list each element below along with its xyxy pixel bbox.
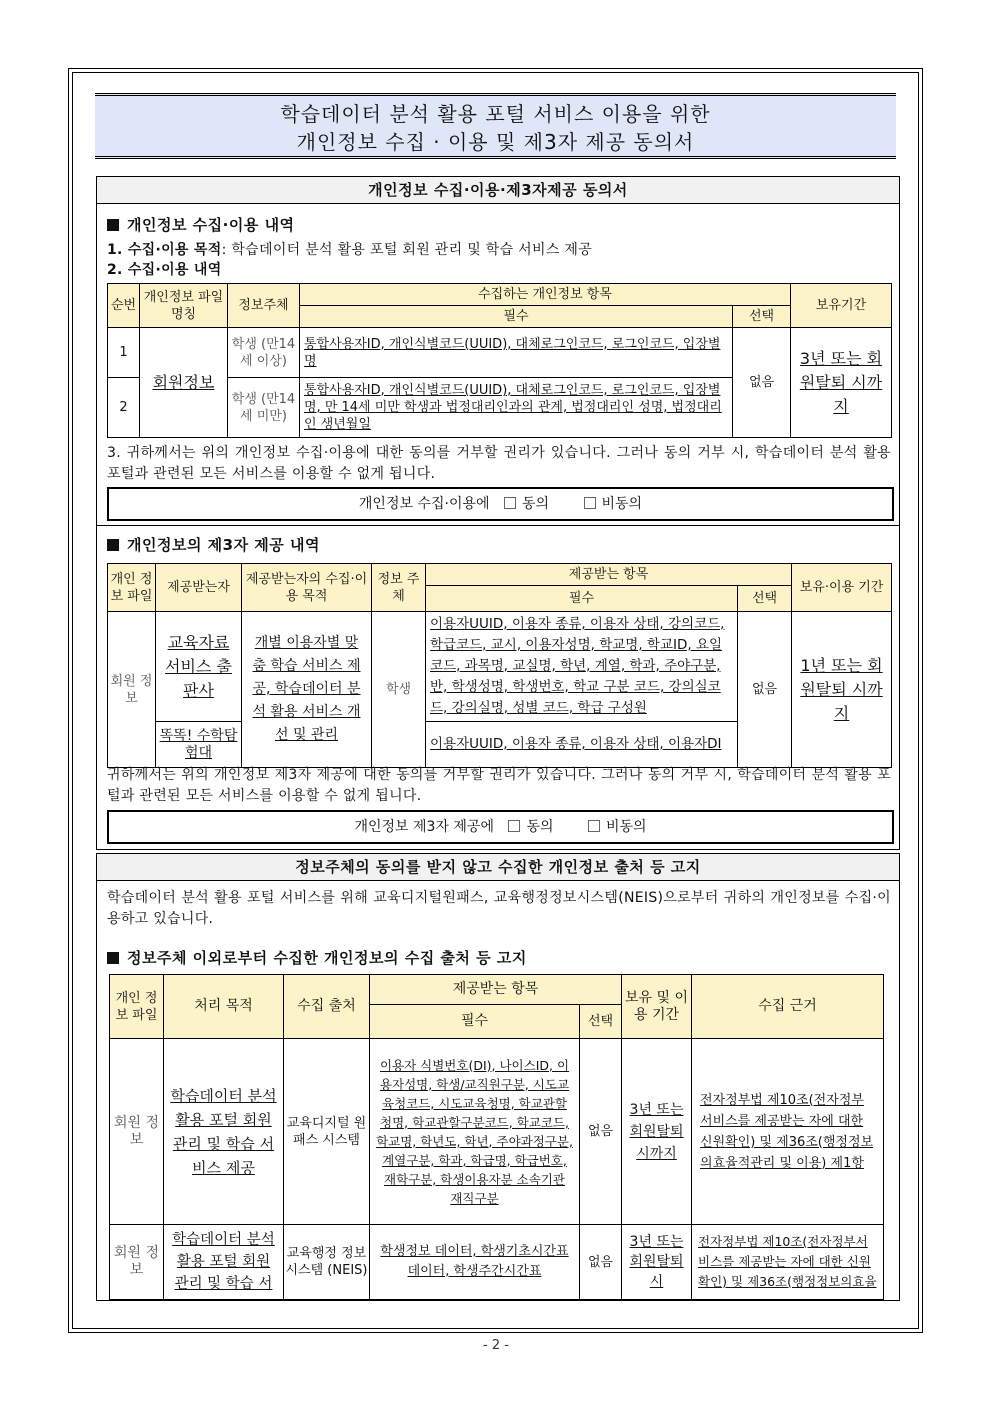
title-line-2: 개인정보 수집 · 이용 및 제3자 제공 동의서 [296, 130, 695, 154]
retention-period: 3년 또는 회원탈퇴시까지 [622, 1039, 692, 1225]
row-subject: 학생 (만14세 미만) [228, 378, 300, 438]
optional-value: 없음 [580, 1039, 622, 1225]
col-period: 보유 및 이용 기간 [622, 975, 692, 1039]
col-file: 개인 정보 파일 [108, 564, 156, 612]
table-row [110, 1225, 884, 1300]
source-intro: 학습데이터 분석 활용 포털 서비스를 위해 교육디지털원패스, 교육행정정보시스템(NEIS)으로부터 귀하의 개인정보를 수집·이용하고 있습니다. [107, 890, 891, 927]
col-items: 수집하는 개인정보 항목 [300, 284, 791, 306]
recipient-publisher: 교육자료 서비스 출판사 [156, 612, 242, 722]
file-name: 회원정보 [140, 328, 228, 438]
square-bullet-icon [107, 539, 119, 551]
agree-checkbox[interactable] [504, 497, 516, 509]
col-purpose: 처리 목적 [164, 975, 284, 1039]
col-file: 개인정보 파일명칭 [140, 284, 228, 328]
consent-box-collection: 개인정보 수집·이용에 동의 비동의 [107, 487, 894, 521]
col-optional: 선택 [733, 306, 791, 328]
col-optional: 선택 [580, 1005, 622, 1039]
items-label: 2. 수집·이용 내역 [107, 262, 222, 278]
collection-source: 교육행정 정보시스템 (NEIS) [284, 1225, 370, 1300]
col-items: 제공받는 항목 [370, 975, 622, 1005]
optional-value: 없음 [738, 612, 792, 768]
required-items: 학생정보 데이터, 학생기초시간표 데이터, 학생주간시간표 [370, 1225, 580, 1300]
retention-period: 3년 또는 회원탈퇴시 [622, 1225, 692, 1300]
row-required: 통합사용자ID, 개인식별코드(UUID), 대체로그인코드, 로그인코드, 입장별명, 만 14세 미만 학생과 법정대리인과의 관계, 법정대리인 성명, 법정대리인 생년월일 [300, 378, 733, 438]
sub-heading-collection: 개인정보 수집·이용 내역 [107, 214, 295, 235]
document-title [95, 93, 896, 159]
collection-table [107, 283, 892, 438]
col-subject: 정보주체 [228, 284, 300, 328]
file-name: 회원 정보 [110, 1039, 164, 1225]
section-third-party [96, 525, 900, 850]
col-source: 수집 출처 [284, 975, 370, 1039]
col-items: 제공받는 항목 [426, 564, 792, 586]
collection-source: 교육디지털 원패스 시스템 [284, 1039, 370, 1225]
table-row [108, 612, 892, 722]
section-collection-consent [96, 176, 900, 526]
col-file: 개인 정보 파일 [110, 975, 164, 1039]
recipient-purpose: 개별 이용자별 맞춤 학습 서비스 제공, 학습데이터 분석 활용 서비스 개선 및 관리 [242, 612, 372, 768]
section-header: 개인정보 수집·이용·제3자제공 동의서 [97, 177, 899, 204]
table-row [108, 328, 892, 378]
title-line-1: 학습데이터 분석 활용 포털 서비스 이용을 위한 [280, 102, 711, 126]
section-source-notice [96, 853, 900, 1301]
optional-value: 없음 [733, 328, 791, 438]
required-items-publisher: 이용자UUID, 이용자 종류, 이용자 상태, 강의코드, 학급코드, 교시, 이용자성명, 학교명, 학교ID, 요일코드, 과목명, 교실명, 학년, 계열, 학과, 주야구분, 반, 학생성명, 학생번호, 학교 구분 코드, 강의실코드, 강의실명, 성별 코드, 학급 구성원 [426, 612, 738, 722]
disagree-checkbox[interactable] [588, 820, 600, 832]
square-bullet-icon [107, 952, 119, 964]
purpose-line: 1. 수집·이용 목적: 학습데이터 분석 활용 포털 회원 관리 및 학습 서비스 제공 [107, 242, 593, 258]
col-subject: 정보 주체 [372, 564, 426, 612]
legal-basis: 전자정부법 제10조(전자정부서비스를 제공받는 자에 대한 신원확인) 및 제36조(행정정보의효율 [692, 1225, 884, 1300]
row-no: 2 [108, 378, 140, 438]
refusal-notice: 3. 귀하께서는 위의 개인정보 수집·이용에 대한 동의를 거부할 권리가 있습니다. 그러나 동의 거부 시, 학습데이터 분석 활용 포털과 관련된 모든 서비스를 이용할 수 없게 됩니다. [107, 445, 891, 482]
processing-purpose: 학습데이터 분석 활용 포털 회원 관리 및 학습 서비스 제공 [164, 1039, 284, 1225]
consent-box-third-party: 개인정보 제3자 제공에 동의 비동의 [107, 810, 894, 844]
retention-period: 1년 또는 회원탈퇴 시까지 [792, 612, 892, 768]
page-number: - 2 - [483, 1338, 509, 1353]
row-no: 1 [108, 328, 140, 378]
col-period: 보유·이용 기간 [792, 564, 892, 612]
col-required: 필수 [370, 1005, 580, 1039]
processing-purpose: 학습데이터 분석 활용 포털 회원 관리 및 학습 서 [164, 1225, 284, 1300]
retention-period: 3년 또는 회원탈퇴 시까지 [791, 328, 892, 438]
required-items: 이용자 식별번호(DI), 나이스ID, 이용자성명, 학생/교직원구분, 시도교육청코드, 시도교육청명, 학교관할청명, 학교관할구분코드, 학교코드, 학교명, 학년도, 학년, 주야과정구분, 계열구분, 학과, 학급명, 학급번호, 재학구분, 학생이용자분 소속기관 재직구분 [370, 1039, 580, 1225]
third-party-table [107, 563, 892, 768]
col-purpose: 제공받는자의 수집·이용 목적 [242, 564, 372, 612]
col-no: 순번 [108, 284, 140, 328]
col-required: 필수 [426, 586, 738, 612]
square-bullet-icon [107, 219, 119, 231]
col-required: 필수 [300, 306, 733, 328]
table-row [110, 1039, 884, 1225]
col-recipient: 제공받는자 [156, 564, 242, 612]
row-subject: 학생 (만14세 이상) [228, 328, 300, 378]
legal-basis: 전자정부법 제10조(전자정부서비스를 제공받는 자에 대한 신원확인) 및 제36조(행정정보의효율적관리 및 이용) 제1항 [692, 1039, 884, 1225]
sub-heading-third-party: 개인정보의 제3자 제공 내역 [107, 534, 320, 555]
file-name: 회원 정보 [108, 612, 156, 768]
section-header: 정보주체의 동의를 받지 않고 수집한 개인정보 출처 등 고지 [97, 854, 899, 881]
disagree-checkbox[interactable] [584, 497, 596, 509]
col-optional: 선택 [738, 586, 792, 612]
source-table [109, 974, 884, 1300]
subject-value: 학생 [372, 612, 426, 768]
file-name: 회원 정보 [110, 1225, 164, 1300]
row-required: 통합사용자ID, 개인식별코드(UUID), 대체로그인코드, 로그인코드, 입장별명 [300, 328, 733, 378]
required-items-math: 이용자UUID, 이용자 종류, 이용자 상태, 이용자DI [426, 722, 738, 768]
agree-checkbox[interactable] [508, 820, 520, 832]
sub-heading-source: 정보주체 이외로부터 수집한 개인정보의 수집 출처 등 고지 [107, 947, 527, 968]
recipient-math: 똑똑! 수학탐험대 [156, 722, 242, 768]
refusal-notice: 귀하께서는 위의 개인정보 제3자 제공에 대한 동의를 거부할 권리가 있습니다. 그러나 동의 거부 시, 학습데이터 분석 활용 포털과 관련된 모든 서비스를 이용할 수 없게 됩니다. [107, 767, 891, 804]
col-period: 보유기간 [791, 284, 892, 328]
col-basis: 수집 근거 [692, 975, 884, 1039]
optional-value: 없음 [580, 1225, 622, 1300]
